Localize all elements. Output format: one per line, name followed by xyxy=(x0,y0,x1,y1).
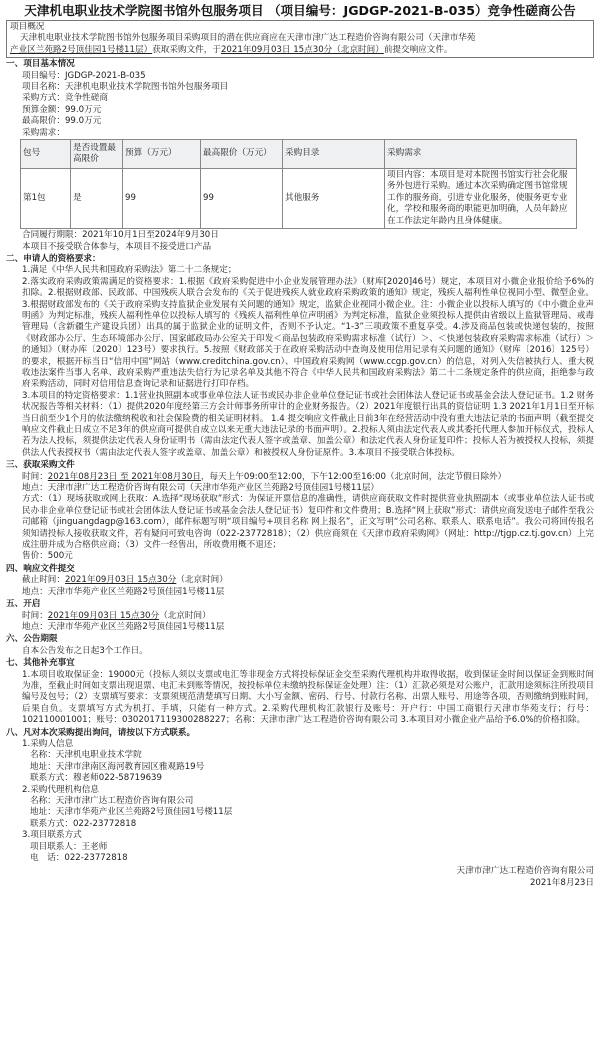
footer-company: 天津市津广达工程造价咨询有限公司 xyxy=(456,866,594,877)
purchaser-address: 地址：天津市津南区海河教育园区雅观路19号 xyxy=(30,761,205,772)
col-header: 最高限价（万元） xyxy=(201,140,283,169)
overview-location: 产业区兰苑路2号顶佳园1号楼11层） xyxy=(10,44,153,55)
cell-has-limit: 是 xyxy=(71,169,123,229)
procurement-method: 采购方式：竞争性磋商 xyxy=(22,93,108,104)
cell-catalog: 其他服务 xyxy=(283,169,385,229)
section-2-heading: 二、申请人的资格要求： xyxy=(6,253,101,264)
col-header: 包号 xyxy=(21,140,71,169)
section-3-heading: 三、获取采购文件 xyxy=(6,460,75,471)
overview-line-1: 天津机电职业技术学院图书馆外包服务项目采购项目的潜在供应商应在天津市津广达工程造价咨询有限公司（天津市华苑 xyxy=(20,33,476,44)
col-header: 采购需求 xyxy=(385,140,577,169)
overview-label: 项目概况 xyxy=(10,22,45,32)
project-contact-person: 项目联系人：王老师 xyxy=(30,841,108,852)
get-time-prefix: 时间： xyxy=(22,471,48,482)
deadline-rest: （北京时间） xyxy=(176,575,228,586)
overview-submit: 前提交响应文件。 xyxy=(383,44,453,55)
page-title: 天津机电职业技术学院图书馆外包服务项目 （项目编号：JGDGP-2021-B-035）竞争性磋商公告 xyxy=(24,3,576,18)
section-submission xyxy=(6,564,594,598)
consortium-note: 本项目不接受联合体参与，本项目不接受进口产品 xyxy=(22,241,212,252)
qualification-1: 1.满足《中华人民共和国政府采购法》第二十二条规定； xyxy=(22,265,237,276)
contract-period: 合同履行期限：2021年10月1日至2024年9月30日 xyxy=(22,230,219,241)
get-time-rest: ，每天上午09:00至12:00，下午12:00至16:00（北京时间，法定节假日除外） xyxy=(200,471,507,482)
section-basic-info xyxy=(6,59,594,253)
deadline-value: 2021年09月03日 15点30分 xyxy=(64,575,177,586)
open-time-value: 2021年09月03日 15点30分 xyxy=(47,610,160,621)
project-contact-phone: 电 话：022-23772818 xyxy=(30,853,128,864)
section-5-heading: 五、开启 xyxy=(6,599,41,610)
section-other xyxy=(6,658,594,726)
open-time xyxy=(6,611,594,622)
overview-deadline: 2021年09月03日 15点30分（北京时间） xyxy=(220,44,384,55)
open-time-prefix: 时间： xyxy=(22,610,48,621)
project-number: 项目编号：JGDGP-2021-B-035 xyxy=(22,70,146,81)
section-qualification xyxy=(6,254,594,459)
project-name: 项目名称：天津机电职业技术学院图书馆外包服务项目 xyxy=(22,82,229,93)
overview-text xyxy=(10,33,590,56)
get-time xyxy=(6,472,594,483)
announcement-page xyxy=(6,0,594,889)
budget-amount: 预算金额：99.0万元 xyxy=(22,104,102,115)
overview-box xyxy=(6,20,594,58)
max-price: 最高限价：99.0万元 xyxy=(22,116,102,127)
col-header: 预算（万元） xyxy=(123,140,201,169)
open-time-rest: （北京时间） xyxy=(159,610,211,621)
purchaser-name: 名称：天津机电职业技术学院 xyxy=(30,750,142,761)
overview-get-doc: 获取采购文件，于 xyxy=(152,44,221,55)
qualification-3: 3.本项目的特定资格要求：1.1营业执照副本或事业单位法人证书或民办非企业单位登记证书或社会团体法人登记证书或基金会法人登记证书。1.2 财务状况报告等相关材料：（1）提供2020年度经第三方会计师事务所审计的企业财务报告。（2）2021年度银行出具的资信证明 1.3 2021年1月1日至开标当日前至少1个月的依法缴纳税收和社会保险费的相关证明材料。 1.4 提交响应文件截止日前3年在经营活动中没有重大违法记录的书面声明（截至提交响应文件截止日成立不足3年的供应商可提供自成立以来无重大违法记录的书面声明）。2.投标人须由法定代表人或其委托代理人参加开标仪式，投标人若为法人投标，须提供法定代表人身份证明书（需由法定代表人签字或盖章、加盖公章）和法定代表人身份证复印件；投标人若为被授权人投标，须提供法人代表授权书（需由法定代表人签字或盖章、加盖公章）和被授权人身份证原件。3.本项目不接受联合体投标。 xyxy=(22,390,594,458)
procurement-need-label: 采购需求： xyxy=(22,127,65,138)
section-6-heading: 六、公告期限 xyxy=(6,634,58,645)
section-4-heading: 四、响应文件提交 xyxy=(6,563,75,574)
section-7-heading: 七、其他补充事宜 xyxy=(6,658,75,669)
section-notice-period xyxy=(6,634,594,657)
table-header-row xyxy=(21,140,577,169)
cell-limit: 99 xyxy=(201,169,283,229)
agency-title: 2.采购代理机构信息 xyxy=(22,784,99,795)
section-1-heading: 一、项目基本情况 xyxy=(6,59,75,70)
agency-name: 名称：天津市津广达工程造价咨询有限公司 xyxy=(30,796,194,806)
deadline-prefix: 截止时间： xyxy=(22,575,65,586)
open-place: 地点：天津市华苑产业区兰苑路2号顶佳园1号楼11层 xyxy=(22,621,225,632)
footer-date: 2021年8月23日 xyxy=(529,877,594,888)
qualification-2: 2.落实政府采购政策需满足的资格要求：1.根据《政府采购促进中小企业发展管理办法》（财库[2020]46号）规定，本项目对小微企业报价给予6%的扣除。2.根据财政部、民政部、中国残疾人联合会发布的《关于促进残疾人就业政府采购政策的通知》规定，残疾人福利性单位视同小型、微型企业。3.根据财政部发布的《关于政府采购支持监狱企业发展有关问题的通知》规定，监狱企业视同小微企业。注：小微企业以投标人填写的《中小微企业声明函》为判定标准，残疾人福利性单位以投标人填写的《残疾人福利性单位声明函》为判定标准，监狱企业须投标人提供由省级以上监狱管理局、戒毒管理局（含新疆生产建设兵团）出具的属于监狱企业的证明文件，否则不予认定。“1-3”三项政策不重复享受。4.涉及商品包装或快递包装的，按照《财政部办公厅、生态环境部办公厅、国家邮政局办公室关于印发＜商品包装政府采购需求标准（试行）＞、＜快递包装政府采购需求标准（试行）＞的通知》（财办库〔2020〕123号）要求执行。5.按照《财政部关于在政府采购活动中查询及使用信用记录有关问题的通知》（财库〔2016〕125号）的要求，根据开标当日“信用中国”网站（www.creditchina.gov.cn）、中国政府采购网（www.ccgp.gov.cn）的信息，对列入失信被执行人、重大税收违法案件当事人名单、政府采购严重违法失信行为记录名单及其他不符合《中华人民共和国政府采购法》第二十二条规定条件的供应商，拒绝参与政府采购活动，同时对信用信息查询记录和证据进行打印存档。 xyxy=(22,276,594,390)
section-get-documents xyxy=(6,460,594,563)
col-header: 采购目录 xyxy=(283,140,385,169)
get-method: 方式：（1）现场获取或网上获取：A.选择“现场获取”形式：为保证开票信息的准确性，请供应商获取文件时提供营业执照副本（或事业单位法人证书或民办非企业单位登记证书或社会团体法人登记证书或基金会法人登记证书）复印件和文件费用；B.选择“网上获取”形式：请供应商发送电子邮件至我公司邮箱（jinguangdagp@163.com），邮件标题写明“项目编号+项目名称 网上报名”，正文写明“公司名称、联系人、联系电话”。我公司将回传报名须知请投标人接收获取文件，若有疑问可致电咨询（022-23772818）；（2）供应商须在《天津市政府采购网》（网址：http://tjgp.cz.tj.gov.cn）上完成注册并成为合格供应商；（3）文件一经售出，所收费用概不退还； xyxy=(22,494,594,551)
project-contact-title: 3.项目联系方式 xyxy=(22,830,82,841)
get-place: 地点：天津市津广达工程造价咨询有限公司（天津市华苑产业区兰苑路2号顶佳园1号楼11层） xyxy=(22,483,380,494)
section-opening xyxy=(6,599,594,633)
purchaser-contact: 联系方式：穆老师022-58719639 xyxy=(30,773,162,784)
notice-period-text: 自本公告发布之日起3个工作日。 xyxy=(22,645,148,656)
get-price: 售价：500元 xyxy=(22,551,73,562)
agency-contact: 联系方式：022-23772818 xyxy=(30,818,137,829)
agency-address: 地址：天津市华苑产业区兰苑路2号顶佳园1号楼11层 xyxy=(30,807,233,818)
cell-package: 第1包 xyxy=(21,169,71,229)
package-table xyxy=(20,139,577,229)
get-time-range: 2021年08月23日 至 2021年08月30日 xyxy=(47,471,201,482)
purchaser-title: 1.采购人信息 xyxy=(22,738,74,749)
table-row xyxy=(21,169,577,229)
submit-deadline xyxy=(6,575,594,586)
cell-budget: 99 xyxy=(123,169,201,229)
other-text: 1.本项目收取保证金：19000元（投标人须以支票或电汇等非现金方式将投标保证金交至采购代理机构并取得收据，收到保证金时间以保证金到账时间为准，至截止时间如支票出现退票、电汇未到账等情况，按投标单位未缴纳投标保证金处理）注：（1）汇款必须是对公账户，汇款用途须标注所投项目编号及包号；（2）支票填写要求：支票须规范清楚填写日期、大小写金额、密码、行号、付款行名称、出票人账号、用途等各项，否则缴纳到账时间，后果自负。支票填写方式为机打、手填，只能有一种方式。2.采购代理机构汇款银行及账号：开户行：中国工商银行天津市华苑支行；行号：102110001001；账号：0302017119300288227；名称：天津市津广达工程造价咨询有限公司 3.本项目对小微企业产品给予6.0%的价格扣除。 xyxy=(22,669,594,726)
cell-requirement: 项目内容：本项目是对本院图书馆实行社会化服务外包进行采购。通过本次采购确定图书馆常规工作的服务商，引进专业化服务，使服务更专业化，学校和服务商的职能更加明确，人员年龄应在工作法定年龄内且身体健康。 xyxy=(385,169,577,229)
section-contact xyxy=(6,728,594,865)
col-header: 是否设置最高限价 xyxy=(71,140,123,169)
submit-place: 地点：天津市华苑产业区兰苑路2号顶佳园1号楼11层 xyxy=(22,586,225,597)
section-8-heading: 八、凡对本次采购提出询问，请按以下方式联系。 xyxy=(6,727,196,738)
